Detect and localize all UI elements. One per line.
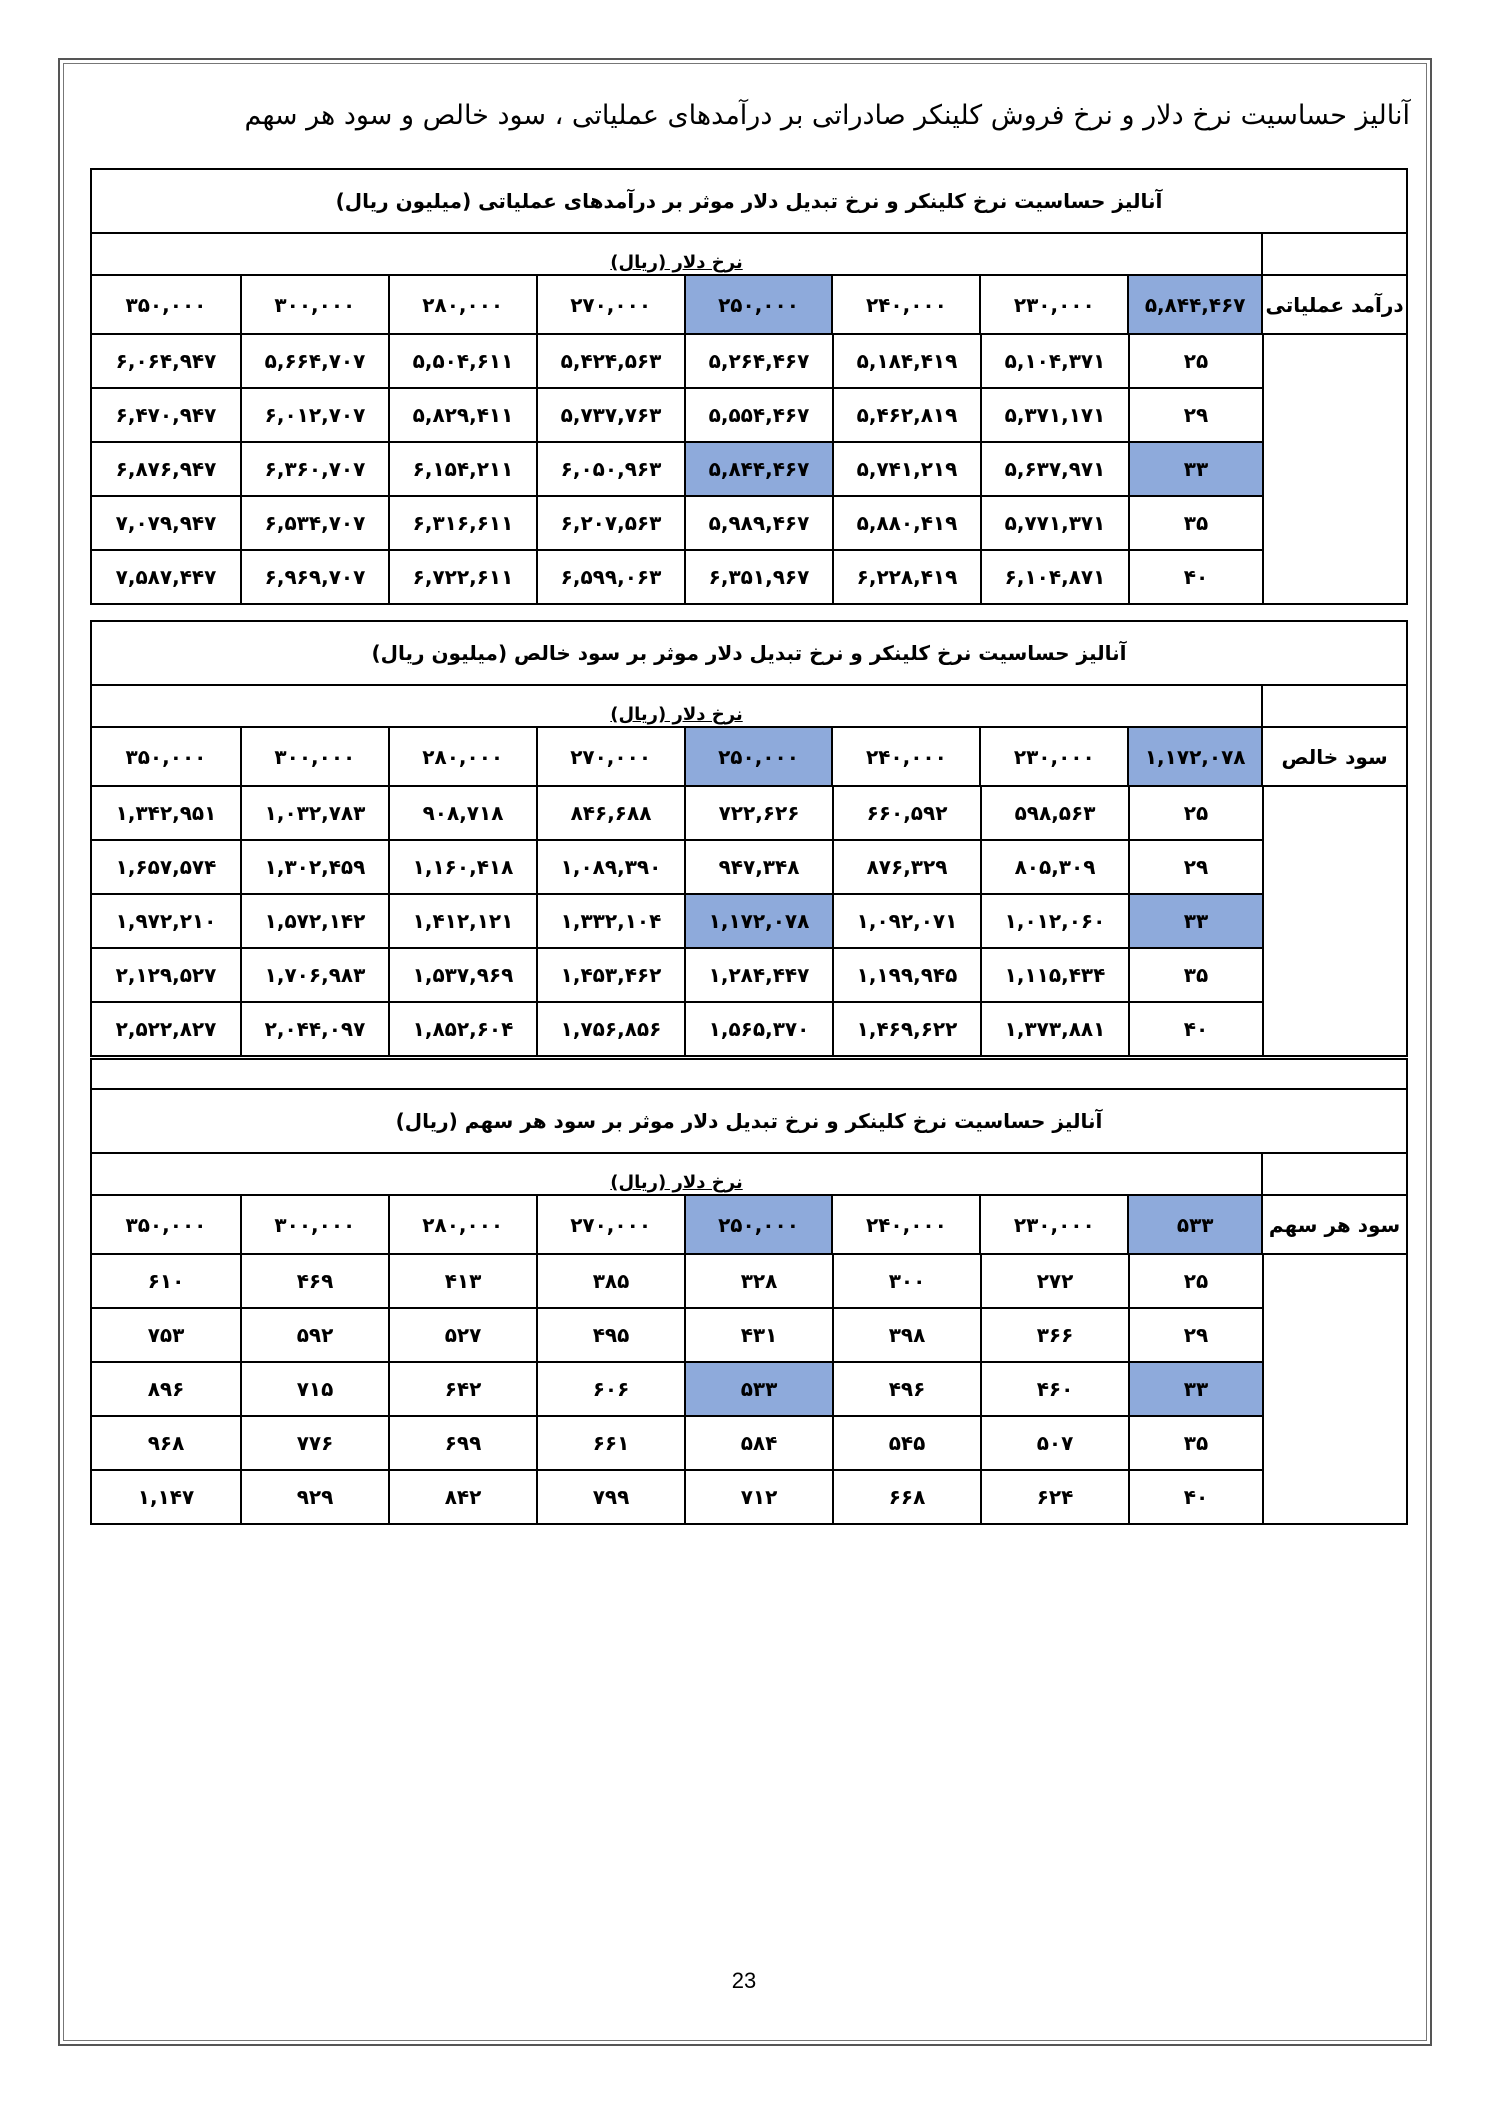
value-cell: ۸۴۲ [388, 1471, 536, 1523]
value-cell: ۶۱۰ [147, 1269, 185, 1293]
value-cell: ۶۶۱ [536, 1417, 684, 1469]
table-row [92, 443, 1262, 497]
value-cell: ۸۹۶ [147, 1377, 185, 1401]
base-value-cell: ۵,۸۴۴,۴۶۷ [1127, 276, 1261, 333]
clinker-rate-cell: ۴۰ [1128, 551, 1262, 603]
table-body [92, 1255, 1406, 1523]
value-cell: ۷۹۹ [536, 1471, 684, 1523]
value-cell: ۴۹۵ [536, 1309, 684, 1361]
value-cell: ۶,۰۶۴,۹۴۷ [115, 349, 217, 373]
clinker-rate-cell: ۲۵ [1128, 335, 1262, 387]
value-cell: ۵۲۷ [388, 1309, 536, 1361]
value-cell: ۱,۱۴۷ [137, 1485, 195, 1509]
dollar-rate-column-header: ۳۵۰,۰۰۰ [125, 1212, 207, 1237]
dollar-rate-column-header: ۲۵۰,۰۰۰ [684, 276, 832, 333]
value-cell: ۶,۱۰۴,۸۷۱ [980, 551, 1128, 603]
value-cell: ۱,۰۱۲,۰۶۰ [980, 895, 1128, 947]
data-rows [92, 1255, 1262, 1523]
table-title: آنالیز حساسیت نرخ کلینکر و نرخ تبدیل دلار موثر بر سود خالص (میلیون ریال) [92, 622, 1406, 686]
value-cell: ۵,۵۰۴,۶۱۱ [388, 335, 536, 387]
value-cell: ۴۶۰ [980, 1363, 1128, 1415]
value-cell: ۱,۷۰۶,۹۸۳ [240, 949, 388, 1001]
dollar-rate-label: نرخ دلار (ریال) [610, 252, 743, 273]
value-cell: ۷,۵۸۷,۴۴۷ [115, 565, 217, 589]
value-cell: ۵,۸۲۹,۴۱۱ [388, 389, 536, 441]
value-cell: ۸۷۶,۳۲۹ [832, 841, 980, 893]
dollar-rate-subheader-row [92, 1154, 1406, 1196]
net-profit-sensitivity-table [90, 620, 1408, 1057]
value-cell: ۶,۳۱۶,۶۱۱ [388, 497, 536, 549]
dollar-rate-subheader-row [92, 234, 1406, 276]
clinker-rate-cell: ۴۰ [1128, 1003, 1262, 1055]
value-cell: ۷,۰۷۹,۹۴۷ [115, 511, 217, 535]
value-cell: ۱,۳۳۲,۱۰۴ [536, 895, 684, 947]
value-cell: ۵,۲۶۴,۴۶۷ [684, 335, 832, 387]
value-cell: ۲,۵۲۲,۸۲۷ [115, 1017, 217, 1041]
table-row [92, 949, 1262, 1003]
value-cell: ۱,۰۳۲,۷۸۳ [240, 787, 388, 839]
value-cell: ۵,۶۳۷,۹۷۱ [980, 443, 1128, 495]
value-cell: ۳۸۵ [536, 1255, 684, 1307]
value-cell: ۳۰۰ [832, 1255, 980, 1307]
value-cell: ۶,۰۱۲,۷۰۷ [240, 389, 388, 441]
table-row [92, 841, 1262, 895]
empty-side-column [1262, 1255, 1406, 1523]
empty-side-column [1262, 787, 1406, 1055]
row-label-cell: درآمد عملیاتی [1261, 276, 1406, 333]
value-cell: ۴۱۳ [388, 1255, 536, 1307]
value-cell: ۱,۵۷۲,۱۴۲ [240, 895, 388, 947]
dollar-rate-column-header: ۲۸۰,۰۰۰ [388, 276, 536, 333]
value-cell: ۲,۱۲۹,۵۲۷ [115, 963, 217, 987]
value-cell: ۵,۴۶۲,۸۱۹ [832, 389, 980, 441]
value-cell: ۳۲۸ [684, 1255, 832, 1307]
value-cell: ۵۰۷ [980, 1417, 1128, 1469]
dollar-rate-column-header: ۲۳۰,۰۰۰ [979, 728, 1127, 785]
value-cell: ۷۱۵ [240, 1363, 388, 1415]
value-cell: ۱,۴۵۳,۴۶۲ [536, 949, 684, 1001]
value-cell: ۹۶۸ [147, 1431, 185, 1455]
value-cell: ۱,۵۶۵,۳۷۰ [684, 1003, 832, 1055]
value-cell: ۷۱۲ [684, 1471, 832, 1523]
value-cell: ۶,۸۷۶,۹۴۷ [115, 457, 217, 481]
value-cell: ۵,۶۶۴,۷۰۷ [240, 335, 388, 387]
table-row [92, 1255, 1262, 1309]
value-cell: ۱,۳۴۲,۹۵۱ [115, 801, 217, 825]
column-header-row [92, 1196, 1406, 1255]
clinker-rate-cell: ۳۳ [1128, 895, 1262, 947]
table-row [92, 1417, 1262, 1471]
dollar-rate-column-header: ۲۸۰,۰۰۰ [388, 1196, 536, 1253]
value-cell: ۶۹۹ [388, 1417, 536, 1469]
value-cell: ۵۳۳ [684, 1363, 832, 1415]
dollar-rate-column-header: ۲۴۰,۰۰۰ [831, 276, 979, 333]
empty-side-column [1262, 335, 1406, 603]
value-cell: ۶,۱۵۴,۲۱۱ [388, 443, 536, 495]
dollar-rate-column-header: ۳۵۰,۰۰۰ [125, 744, 207, 769]
clinker-rate-cell: ۳۵ [1128, 949, 1262, 1001]
value-cell: ۱,۴۶۹,۶۲۲ [832, 1003, 980, 1055]
value-cell: ۴۳۱ [684, 1309, 832, 1361]
value-cell: ۱,۳۷۳,۸۸۱ [980, 1003, 1128, 1055]
dollar-rate-column-header: ۳۵۰,۰۰۰ [125, 292, 207, 317]
value-cell: ۷۲۲,۶۲۶ [684, 787, 832, 839]
dollar-rate-column-header: ۲۸۰,۰۰۰ [388, 728, 536, 785]
value-cell: ۱,۴۱۲,۱۲۱ [388, 895, 536, 947]
value-cell: ۵,۸۴۴,۴۶۷ [684, 443, 832, 495]
data-rows [92, 335, 1262, 603]
value-cell: ۷۵۳ [147, 1323, 185, 1347]
value-cell: ۶۴۲ [388, 1363, 536, 1415]
value-cell: ۶,۷۲۲,۶۱۱ [388, 551, 536, 603]
base-value-cell: ۵۳۳ [1127, 1196, 1261, 1253]
value-cell: ۶,۰۵۰,۹۶۳ [536, 443, 684, 495]
value-cell: ۴۹۶ [832, 1363, 980, 1415]
dollar-rate-column-header: ۲۷۰,۰۰۰ [536, 1196, 684, 1253]
clinker-rate-cell: ۳۳ [1128, 443, 1262, 495]
value-cell: ۵,۸۸۰,۴۱۹ [832, 497, 980, 549]
value-cell: ۵۴۵ [832, 1417, 980, 1469]
value-cell: ۱,۳۰۲,۴۵۹ [240, 841, 388, 893]
value-cell: ۱,۱۷۲,۰۷۸ [684, 895, 832, 947]
table-row [92, 1471, 1262, 1523]
value-cell: ۶۰۶ [536, 1363, 684, 1415]
value-cell: ۹۴۷,۳۴۸ [684, 841, 832, 893]
value-cell: ۲۷۲ [980, 1255, 1128, 1307]
value-cell: ۷۷۶ [240, 1417, 388, 1469]
value-cell: ۶,۵۳۴,۷۰۷ [240, 497, 388, 549]
value-cell: ۵,۴۲۴,۵۶۳ [536, 335, 684, 387]
corner-cell [1261, 234, 1406, 274]
clinker-rate-cell: ۲۹ [1128, 841, 1262, 893]
value-cell: ۱,۰۹۲,۰۷۱ [832, 895, 980, 947]
value-cell: ۶,۲۲۸,۴۱۹ [832, 551, 980, 603]
corner-cell [1261, 686, 1406, 726]
clinker-rate-cell: ۲۹ [1128, 1309, 1262, 1361]
value-cell: ۱,۵۳۷,۹۶۹ [388, 949, 536, 1001]
table-body [92, 787, 1406, 1055]
value-cell: ۵,۱۰۴,۳۷۱ [980, 335, 1128, 387]
table-row [92, 1309, 1262, 1363]
table-row [92, 1363, 1262, 1417]
value-cell: ۶۲۴ [980, 1471, 1128, 1523]
value-cell: ۱,۱۶۰,۴۱۸ [388, 841, 536, 893]
clinker-rate-cell: ۳۵ [1128, 1417, 1262, 1469]
dollar-rate-column-header: ۲۳۰,۰۰۰ [979, 1196, 1127, 1253]
dollar-rate-subheader-row [92, 686, 1406, 728]
clinker-rate-cell: ۲۹ [1128, 389, 1262, 441]
eps-sensitivity-table [90, 1088, 1408, 1525]
dollar-rate-column-header: ۲۵۰,۰۰۰ [684, 728, 832, 785]
column-header-row [92, 728, 1406, 787]
revenue-sensitivity-table [90, 168, 1408, 605]
clinker-rate-cell: ۳۵ [1128, 497, 1262, 549]
base-value-cell: ۱,۱۷۲,۰۷۸ [1127, 728, 1261, 785]
value-cell: ۶۶۸ [832, 1471, 980, 1523]
value-cell: ۵,۱۸۴,۴۱۹ [832, 335, 980, 387]
data-rows [92, 787, 1262, 1055]
table-separator-row [90, 1058, 1408, 1090]
clinker-rate-cell: ۲۵ [1128, 1255, 1262, 1307]
dollar-rate-label: نرخ دلار (ریال) [610, 1172, 743, 1193]
table-row [92, 787, 1262, 841]
value-cell: ۶,۳۶۰,۷۰۷ [240, 443, 388, 495]
value-cell: ۹۰۸,۷۱۸ [388, 787, 536, 839]
value-cell: ۶,۴۷۰,۹۴۷ [115, 403, 217, 427]
value-cell: ۱,۱۱۵,۴۳۴ [980, 949, 1128, 1001]
table-title: آنالیز حساسیت نرخ کلینکر و نرخ تبدیل دلار موثر بر سود هر سهم (ریال) [92, 1090, 1406, 1154]
value-cell: ۱,۸۵۲,۶۰۴ [388, 1003, 536, 1055]
value-cell: ۵۹۲ [240, 1309, 388, 1361]
value-cell: ۱,۱۹۹,۹۴۵ [832, 949, 980, 1001]
value-cell: ۵,۵۵۴,۴۶۷ [684, 389, 832, 441]
page-heading: آنالیز حساسیت نرخ دلار و نرخ فروش کلینکر صادراتی بر درآمدهای عملیاتی ، سود خالص و سود هر سهم [244, 100, 1410, 131]
value-cell: ۱,۰۸۹,۳۹۰ [536, 841, 684, 893]
value-cell: ۶,۲۰۷,۵۶۳ [536, 497, 684, 549]
value-cell: ۶۶۰,۵۹۲ [832, 787, 980, 839]
table-row [92, 895, 1262, 949]
row-label-cell: سود خالص [1261, 728, 1406, 785]
value-cell: ۲,۰۴۴,۰۹۷ [240, 1003, 388, 1055]
value-cell: ۶,۵۹۹,۰۶۳ [536, 551, 684, 603]
dollar-rate-column-header: ۲۷۰,۰۰۰ [536, 276, 684, 333]
table-row [92, 1003, 1262, 1055]
dollar-rate-column-header: ۲۵۰,۰۰۰ [684, 1196, 832, 1253]
dollar-rate-column-header: ۳۰۰,۰۰۰ [240, 1196, 388, 1253]
value-cell: ۱,۲۸۴,۴۴۷ [684, 949, 832, 1001]
value-cell: ۸۰۵,۳۰۹ [980, 841, 1128, 893]
dollar-rate-column-header: ۲۴۰,۰۰۰ [831, 728, 979, 785]
value-cell: ۶,۳۵۱,۹۶۷ [684, 551, 832, 603]
clinker-rate-cell: ۳۳ [1128, 1363, 1262, 1415]
value-cell: ۵,۷۳۷,۷۶۳ [536, 389, 684, 441]
clinker-rate-cell: ۲۵ [1128, 787, 1262, 839]
value-cell: ۵,۷۴۱,۲۱۹ [832, 443, 980, 495]
value-cell: ۵۸۴ [684, 1417, 832, 1469]
row-label-cell: سود هر سهم [1261, 1196, 1406, 1253]
dollar-rate-column-header: ۲۷۰,۰۰۰ [536, 728, 684, 785]
dollar-rate-column-header: ۳۰۰,۰۰۰ [240, 728, 388, 785]
value-cell: ۱,۶۵۷,۵۷۴ [115, 855, 217, 879]
table-row [92, 551, 1262, 603]
value-cell: ۶,۹۶۹,۷۰۷ [240, 551, 388, 603]
value-cell: ۱,۹۷۲,۲۱۰ [115, 909, 217, 933]
table-row [92, 497, 1262, 551]
value-cell: ۵,۹۸۹,۴۶۷ [684, 497, 832, 549]
clinker-rate-cell: ۴۰ [1128, 1471, 1262, 1523]
value-cell: ۳۶۶ [980, 1309, 1128, 1361]
table-title: آنالیز حساسیت نرخ کلینکر و نرخ تبدیل دلار موثر بر درآمدهای عملیاتی (میلیون ریال) [92, 170, 1406, 234]
value-cell: ۴۶۹ [240, 1255, 388, 1307]
value-cell: ۱,۷۵۶,۸۵۶ [536, 1003, 684, 1055]
dollar-rate-column-header: ۳۰۰,۰۰۰ [240, 276, 388, 333]
value-cell: ۳۹۸ [832, 1309, 980, 1361]
value-cell: ۵۹۸,۵۶۳ [980, 787, 1128, 839]
dollar-rate-column-header: ۲۴۰,۰۰۰ [831, 1196, 979, 1253]
value-cell: ۹۲۹ [240, 1471, 388, 1523]
value-cell: ۸۴۶,۶۸۸ [536, 787, 684, 839]
table-body [92, 335, 1406, 603]
table-row [92, 335, 1262, 389]
value-cell: ۵,۷۷۱,۳۷۱ [980, 497, 1128, 549]
dollar-rate-column-header: ۲۳۰,۰۰۰ [979, 276, 1127, 333]
value-cell: ۵,۳۷۱,۱۷۱ [980, 389, 1128, 441]
dollar-rate-label: نرخ دلار (ریال) [610, 704, 743, 725]
corner-cell [1261, 1154, 1406, 1194]
table-row [92, 389, 1262, 443]
column-header-row [92, 276, 1406, 335]
page-number: 23 [731, 1968, 757, 1993]
